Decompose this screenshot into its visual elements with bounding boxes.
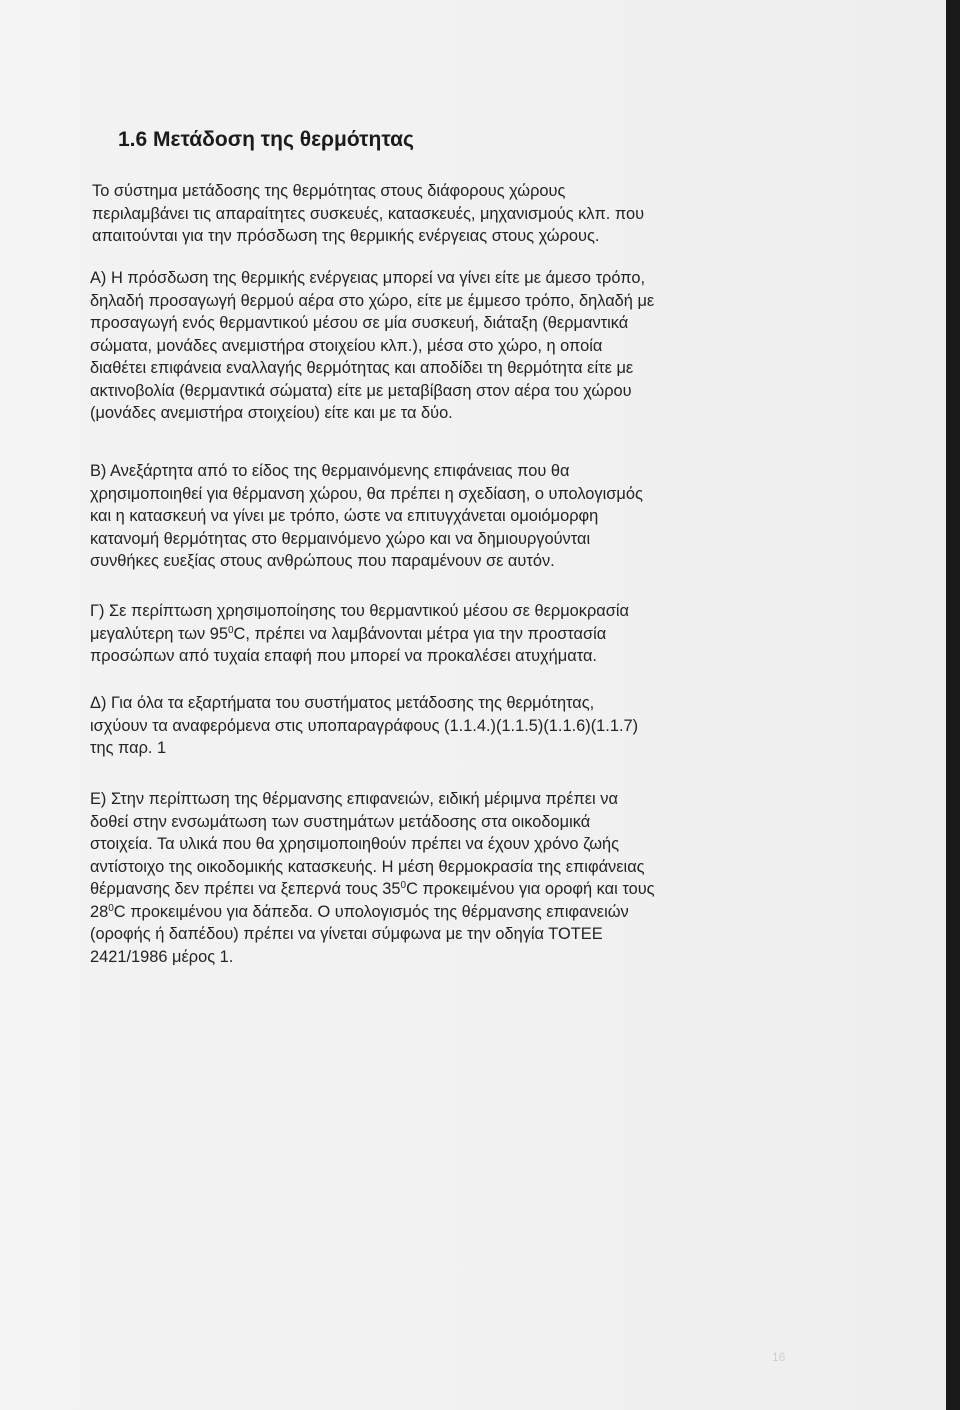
text-line: Γ) Σε περίπτωση χρησιμοποίησης του θερμαντικού μέσου σε θερμοκρασία <box>90 602 630 620</box>
text-line: Β) Ανεξάρτητα από το είδος της θερμαινόμενης επιφάνειας που θα <box>90 462 570 480</box>
text-line: στοιχεία. Τα υλικά που θα χρησιμοποιηθούν πρέπει να έχουν χρόνο ζωής <box>90 835 620 853</box>
text-line: ακτινοβολία (θερμαντικά σώματα) είτε με μεταβίβαση στον αέρα του χώρου <box>90 381 632 400</box>
text-line <box>90 901 810 924</box>
scan-edge <box>946 0 960 1410</box>
text-line: προσώπων από τυχαία επαφή που μπορεί να προκαλέσει ατυχήματα. <box>90 647 597 665</box>
text-line: Δ) Για όλα τα εξαρτήματα του συστήματος μετάδοσης της θερμότητας, <box>90 694 595 712</box>
text-segment: θέρμανσης δεν πρέπει να ξεπερνά τους 35 <box>90 880 401 898</box>
text-line: σώματα, μονάδες ανεμιστήρα στοιχείου κλπ.), μέσα στο χώρο, η οποία <box>90 336 603 355</box>
paragraph-e <box>90 788 810 968</box>
text-line: (μονάδες ανεμιστήρα στοιχείου) είτε και με τα δύο. <box>90 404 453 422</box>
text-segment: C προκειμένου για οροφή και τους <box>406 880 655 898</box>
text-line: της παρ. 1 <box>90 739 167 757</box>
text-line <box>90 878 810 901</box>
degree-superscript: 0 <box>400 880 407 891</box>
text-line: δηλαδή προσαγωγή θερμού αέρα στο χώρο, είτε με έμμεσο τρόπο, δηλαδή με <box>90 291 655 310</box>
text-line: και η κατασκευή να γίνει με τρόπο, ώστε να επιτυγχάνεται ομοιόμορφη <box>90 507 599 525</box>
intro-paragraph <box>92 180 812 248</box>
text-line: Α) Η πρόσδωση της θερμικής ενέργειας μπορεί να γίνει είτε με άμεσο τρόπο, <box>90 269 646 287</box>
text-line: ισχύουν τα αναφερόμενα στις υποπαραγράφους (1.1.4.)(1.1.5)(1.1.6)(1.1.7) <box>90 716 639 735</box>
degree-superscript: 0 <box>108 902 114 914</box>
paragraph-d <box>90 692 810 760</box>
text-line: κατανομή θερμότητας στο θερμαινόμενο χώρο και να δημιουργούνται <box>90 529 591 548</box>
degree-superscript: 0 <box>227 624 234 636</box>
section-title: 1.6 Μετάδοση της θερμότητας <box>118 128 414 151</box>
text-line: χρησιμοποιηθεί για θέρμανση χώρου, θα πρέπει η σχεδίαση, ο υπολογισμός <box>90 484 643 503</box>
text-line: απαιτούνται για την πρόσδωση της θερμικής ενέργειας στους χώρους. <box>92 227 600 245</box>
text-line: (οροφής ή δαπέδου) πρέπει να γίνεται σύμφωνα με την οδηγία ΤΟΤΕΕ <box>90 925 603 943</box>
page-number: 16 <box>772 1350 786 1364</box>
text-line: δοθεί στην ενσωμάτωση των συστημάτων μετάδοσης στα οικοδομικά <box>90 812 591 831</box>
text-line: περιλαμβάνει τις απαραίτητες συσκευές, κατασκευές, μηχανισμούς κλπ. που <box>92 204 645 223</box>
text-segment: 28 <box>90 902 109 921</box>
paragraph-g <box>90 600 810 668</box>
text-segment: μεγαλύτερη των 95 <box>90 624 228 643</box>
paragraph-a <box>90 267 810 425</box>
text-line <box>90 623 810 646</box>
text-line: προσαγωγή ενός θερμαντικού μέσου σε μία συσκευή, διάταξη (θερμαντικά <box>90 314 629 332</box>
text-line: Το σύστημα μετάδοσης της θερμότητας στους διάφορους χώρους <box>92 182 566 200</box>
text-segment: C, πρέπει να λαμβάνονται μέτρα για την προστασία <box>233 624 607 643</box>
text-line: Ε) Στην περίπτωση της θέρμανσης επιφανειών, ειδική μέριμνα πρέπει να <box>90 790 618 808</box>
text-line: συνθήκες ευεξίας στους ανθρώπους που παραμένουν σε αυτόν. <box>90 552 555 570</box>
text-segment: C προκειμένου για δάπεδα. Ο υπολογισμός της θέρμανσης επιφανειών <box>113 902 629 921</box>
text-line: αντίστοιχο της οικοδομικής κατασκευής. Η μέση θερμοκρασία της επιφάνειας <box>90 857 645 876</box>
text-line: 2421/1986 μέρος 1. <box>90 947 234 966</box>
text-line: διαθέτει επιφάνεια εναλλαγής θερμότητας και αποδίδει τη θερμότητα είτε με <box>90 359 634 377</box>
paragraph-b <box>90 460 810 573</box>
